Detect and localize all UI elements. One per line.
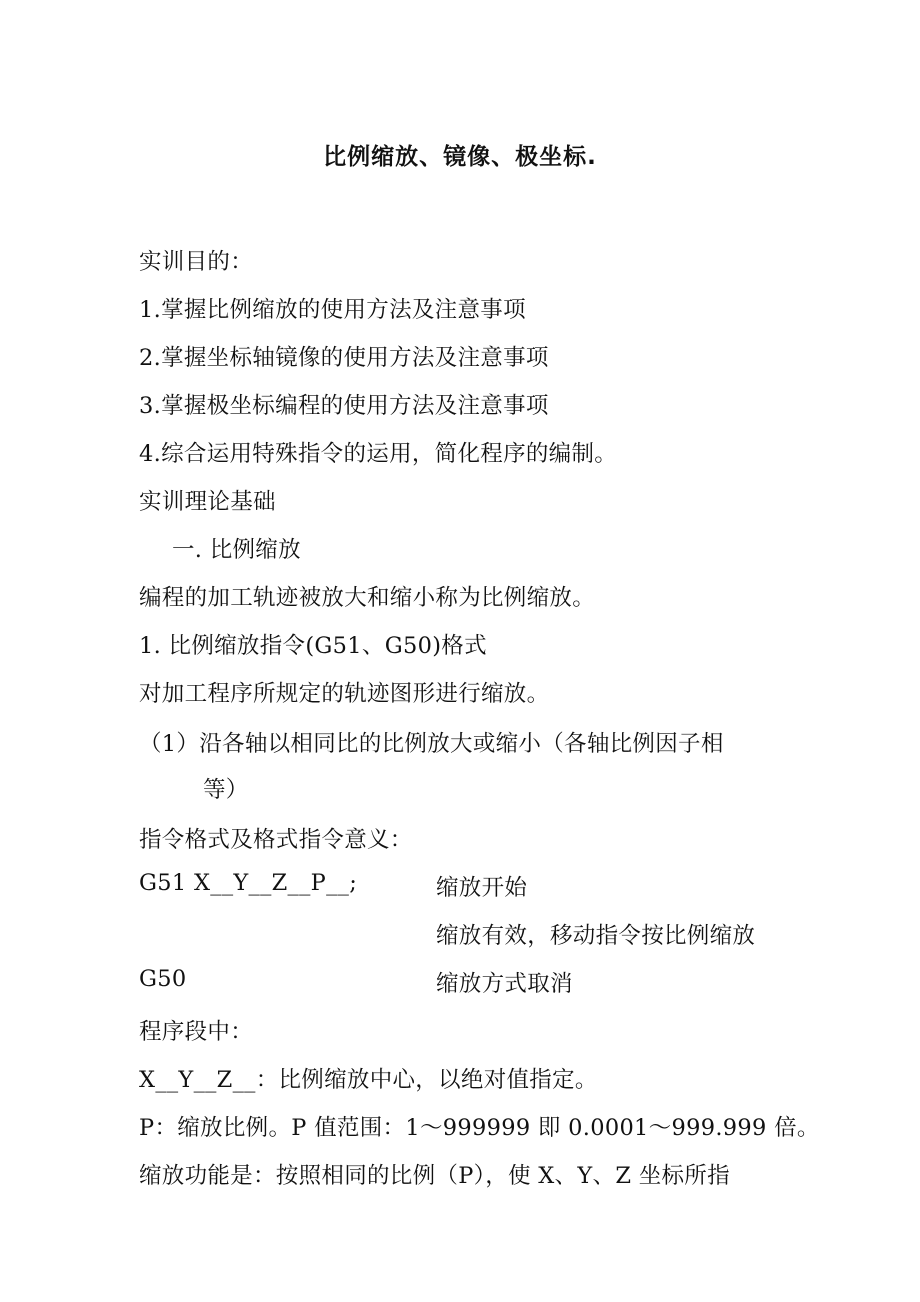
objective-item-2: 2.掌握坐标轴镜像的使用方法及注意事项 [139, 345, 549, 371]
g51-description-effective: 缩放有效，移动指令按比例缩放 [436, 923, 756, 949]
section-heading-scaling: 一. 比例缩放 [172, 537, 301, 563]
objective-item-1: 1.掌握比例缩放的使用方法及注意事项 [139, 297, 526, 323]
g50-command: G50 [139, 966, 187, 992]
format-heading: 指令格式及格式指令意义： [139, 827, 413, 853]
page-title: 比例缩放、镜像、极坐标. [323, 144, 597, 170]
theory-heading: 实训理论基础 [139, 489, 276, 515]
sub-item-1-line-a: （1）沿各轴以相同比的比例放大或缩小（各轴比例因子相 [139, 731, 724, 757]
objective-item-3: 3.掌握极坐标编程的使用方法及注意事项 [139, 393, 549, 419]
item-1-heading: 1. 比例缩放指令(G51、G50)格式 [139, 633, 487, 659]
g51-command: G51 X__Y__Z__P__; [139, 870, 358, 896]
xyz-description: X__Y__Z__：比例缩放中心，以绝对值指定。 [139, 1067, 598, 1093]
item-1-description: 对加工程序所规定的轨迹图形进行缩放。 [139, 681, 550, 707]
function-description: 缩放功能是：按照相同的比例（P），使 X、Y、Z 坐标所指 [139, 1163, 730, 1189]
objective-item-4: 4.综合运用特殊指令的运用，简化程序的编制。 [139, 441, 618, 467]
scaling-definition: 编程的加工轨迹被放大和缩小称为比例缩放。 [139, 585, 596, 611]
objective-heading: 实训目的： [139, 249, 254, 275]
g50-description: 缩放方式取消 [436, 971, 573, 997]
sub-item-1-line-b: 等） [203, 777, 249, 803]
g51-description-start: 缩放开始 [436, 875, 528, 901]
p-description: P：缩放比例。P 值范围：1～999999 即 0.0001～999.999 倍。 [139, 1115, 820, 1141]
in-program-heading: 程序段中： [139, 1019, 254, 1045]
